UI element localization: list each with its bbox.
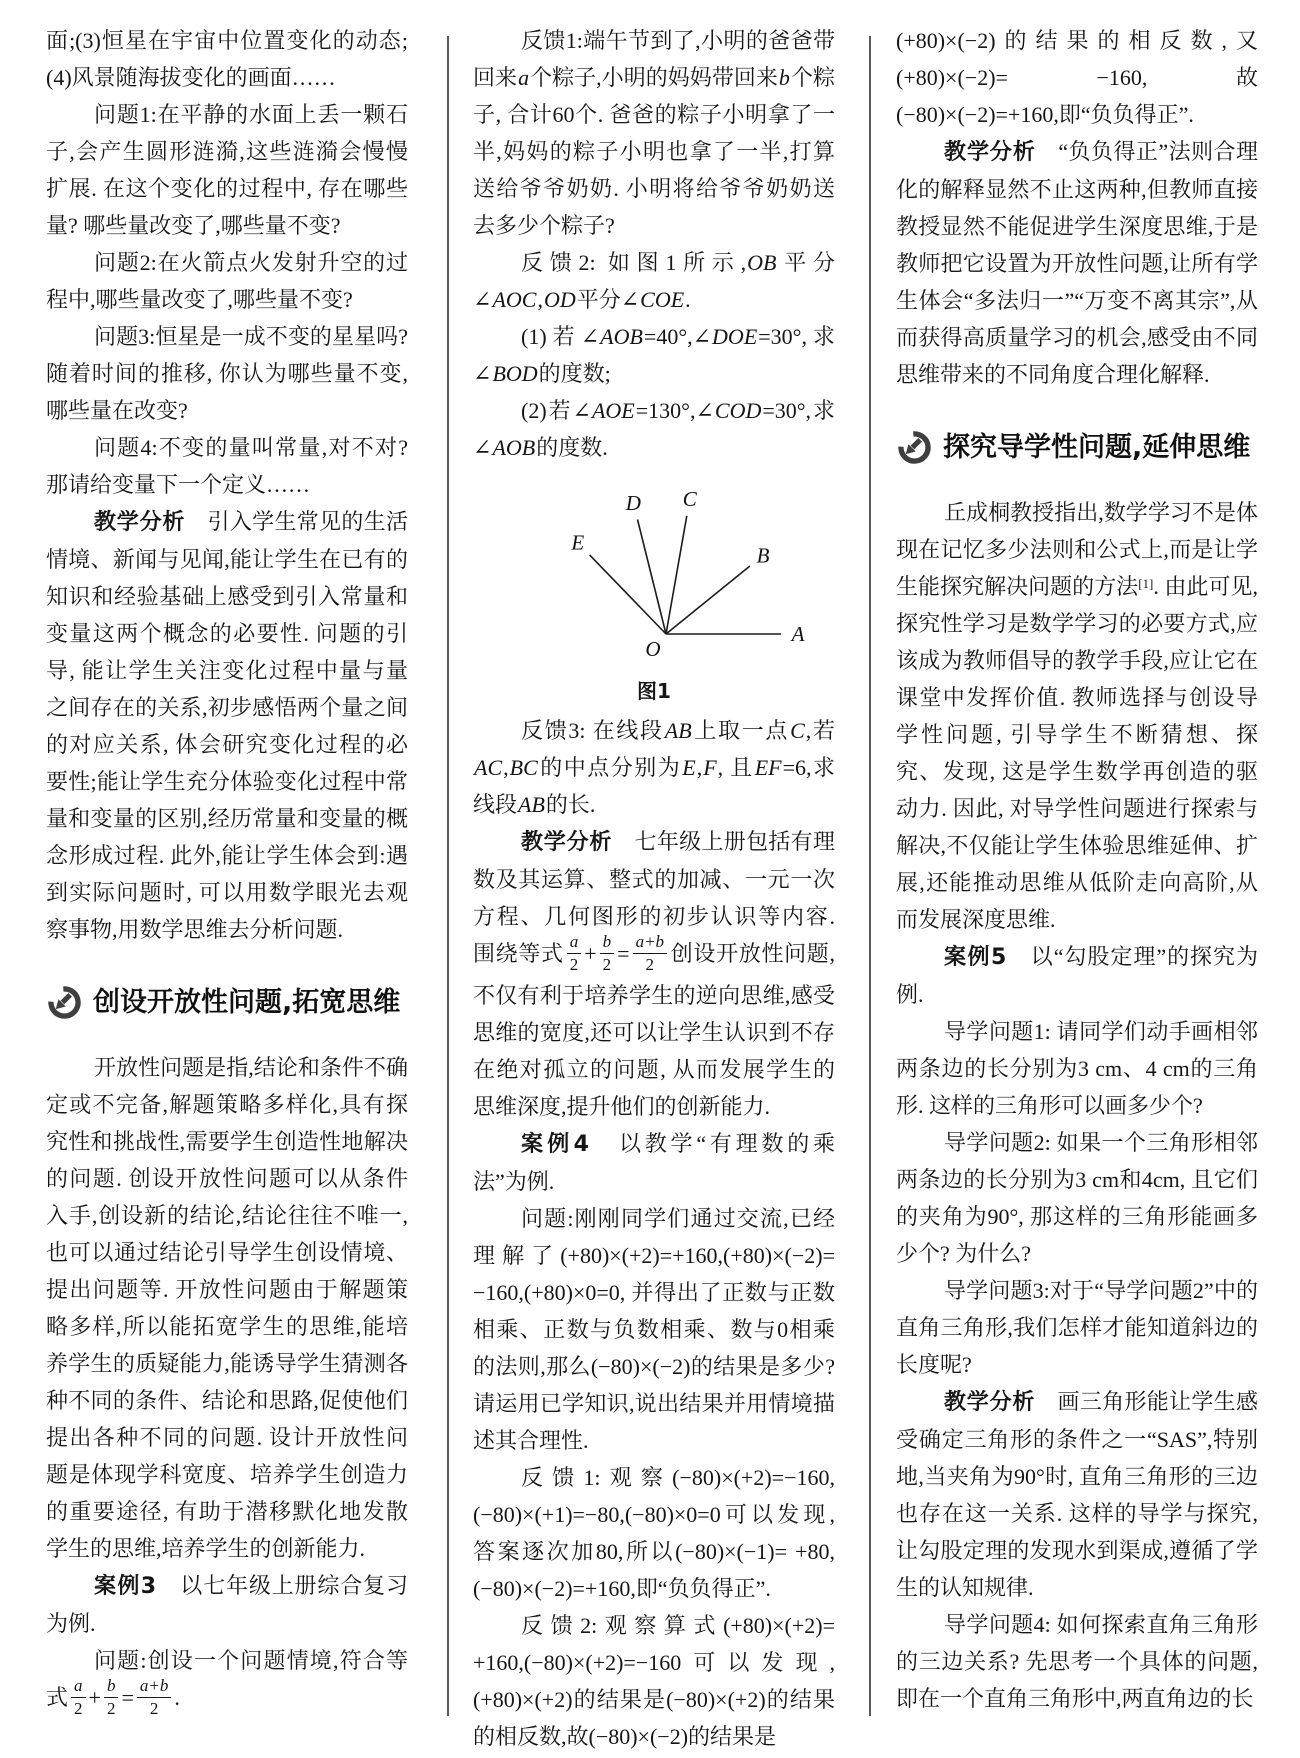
point-label-C: C [682,487,697,512]
math-variable: AOB [600,324,643,349]
bold-lead: 教学分析 [944,140,1036,165]
column-divider [869,36,871,1716]
paragraph [473,22,835,244]
text-run: 问题3:恒星是一成不变的星星吗? 随着时间的推移, 你认为哪些量不变, 哪些量在改变? [46,324,408,423]
text-run: 以“勾股定理”的探究为例. [896,944,1259,1007]
paragraph [46,318,408,429]
fraction [633,932,667,974]
paragraph [473,392,835,466]
section-header [46,984,408,1021]
text-run: (+80)×(−2)的结果的相反数,又(+80)×(−2)= −160, 故 (−80)×(−2)=+160,即“负负得正”. [896,28,1258,127]
ray-OE [590,555,666,634]
text-run: 创设开放性问题, 不仅有利于培养学生的逆向思维,感受思维的宽度,还可以让学生认识到不存在绝对孤立的问题, 从而发展学生的思维深度,提升他们的创新能力. [473,941,835,1120]
point-label-A: A [791,622,805,646]
bold-lead: 教学分析 [944,1390,1036,1415]
text-run: , [537,287,543,312]
text-run: 的度数; [538,361,611,386]
section-icon [896,429,933,466]
math-variable: DOE [712,324,758,349]
figure-caption: 图1 [637,679,671,703]
text-run: 平分∠ [576,287,640,312]
text-run: 丘成桐教授指出,数学学习不是体现在记忆多少法则和公式上,而是让学生能探究解决问题的方法 [896,500,1258,599]
math-variable: OD [543,287,576,312]
text-run: 开放性问题是指,结论和条件不确定或不完备,解题策略多样化,具有探究性和挑战性,需要学生创造性地解决的问题. 创设开放性问题可以从条件入手,创设新的结论,结论往往不唯一,也可以通过结论引导学生创设情境、提出问题等. 开放性问题由于解题策略多样,所以能拓宽学生的思维,能培养学生的质疑能力,能诱导学生猜测各种不同的条件、结论和思路,促使他们提出各种不同的问题. 设计开放性问题是体现学科宽度、培养学生创造力的重要途径, 有助于潜移默化地发散学生的思维,培养学生的创新能力. [46,1055,408,1561]
text-run: (1)若∠ [521,324,600,349]
text-run: 七年级上册包括有理数及其运算、整式的加减、一元一次方程、几何图形的初步认识等内容. 围绕等式 [473,829,835,967]
text-run: 问题4:不变的量叫常量,对不对? 那请给变量下一个定义…… [46,435,408,497]
paragraph [473,1200,835,1459]
section-title: 探究导学性问题,延伸思维 [943,432,1251,463]
fraction-numerator: a+b [137,1676,171,1698]
paragraph [896,22,1258,133]
paragraph [473,1607,835,1755]
text-run: 以教学“有理数的乘法”为例. [473,1131,836,1195]
paragraph [46,244,408,318]
math-variable: OB [747,250,777,275]
text-run: 面;(3)恒星在宇宙中位置变化的动态;(4)风景随海拔变化的画面…… [46,28,408,90]
text-run: 问题:刚刚同学们通过交流,已经理解了(+80)×(+2)=+160,(+80)×(−2)= −160,(+80)×0=0, 并得出了正数与正数相乘、正数与负数相乘、数与0相乘的法则,那么(−80)×(−2)的结果是多少? 请运用已学知识,说出结果并用情境描述其合理性. [473,1206,835,1454]
fraction-denominator: 2 [74,1698,83,1718]
text-run: 的长. [545,792,596,817]
math-variable: C [790,718,805,743]
text-run: + [584,941,597,967]
paragraph [896,494,1258,938]
text-run: =6,求线段 [473,755,835,817]
text-run: 上取一点 [692,718,790,743]
math-variable: F [703,755,717,780]
paragraph [46,22,408,96]
text-run: 导学问题4: 如何探索直角三角形的三边关系? 先思考一个具体的问题,即在一个直角三角形中,两直角边的长 [896,1612,1258,1711]
text-run: 个粽子,小明的妈妈带回来 [530,65,778,90]
fraction [567,932,582,974]
text-run: “负负得正”法则合理化的解释显然不止这两种,但教师直接教授显然不能促进学生深度思维,于是教师把它设置为开放性问题,让所有学生体会“多法归一”“万变不离其宗”,从而获得高质量学习的机会,感受由不同思维带来的不同角度合理化解释. [896,139,1258,387]
paragraph [46,503,408,948]
paragraph [896,1124,1258,1272]
bold-lead: 案例5 [944,945,1007,970]
section-title: 创设开放性问题,拓宽思维 [93,987,401,1018]
math-variable: BC [509,755,538,780]
text-run: 反馈1:端午节到了,小明的爸爸带回来 [473,28,835,90]
paragraph [896,1013,1258,1124]
fraction-numerator: a [71,1676,86,1698]
text-run: , [696,755,703,780]
column-2 [473,22,835,1755]
math-variable: COE [640,287,685,312]
math-variable: AOB [492,435,536,460]
text-run: 平分∠ [473,250,835,312]
text-run: 的度数. [536,435,608,460]
text-run: . [685,287,691,312]
paragraph [473,823,835,1125]
math-variable: a [518,65,530,90]
text-run: 导学问题3:对于“导学问题2”中的直角三角形,我们怎样才能知道斜边的长度呢? [896,1278,1258,1377]
fraction-numerator: a+b [633,932,667,954]
bold-lead: 案例4 [521,1132,590,1158]
text-run: 导学问题2: 如果一个三角形相邻两条边的长分别为3 cm和4cm, 且它们的夹角为90°, 那这样的三角形能画多少个? 为什么? [896,1130,1258,1266]
paragraph [46,1642,408,1721]
text-run: = [121,1685,134,1711]
ray-OD [638,520,667,635]
text-run: =40°,∠ [643,324,712,349]
text-run: (2)若∠ [521,398,591,423]
text-run: =130°,∠ [635,398,714,423]
text-run: 反馈3: 在线段 [521,718,664,743]
math-variable: AOC [492,287,537,312]
text-run: 问题1:在平静的水面上丢一颗石子,会产生圆形涟漪,这些涟漪会慢慢扩展. 在这个变化的过程中, 存在哪些量? 哪些量改变了,哪些量不变? [46,102,408,238]
paragraph [473,1125,835,1200]
text-run: 引入学生常见的生活情境、新闻与见闻,能让学生在已有的知识和经验基础上感受到引入常量和变量这两个概念的必要性. 问题的引导, 能让学生关注变化过程中量与量之间存在的关系,初步感悟两个量之间的对应关系, 体会研究变化过程的必要性;能让学生充分体验变化过程中常量和变量的区别,经历常量和变量的概念形成过程. 此外,能让学生体会到:遇到实际问题时, 可以用数学眼光去观察事物,用数学思维去分析问题. [46,509,408,942]
paragraph [896,133,1258,393]
paragraph [473,318,835,392]
point-label-E: E [571,530,585,555]
figure-1 [473,476,835,706]
fraction [104,1676,119,1718]
fraction-numerator: a [567,932,582,954]
math-variable: AB [518,792,545,817]
paragraph [896,1272,1258,1383]
paragraph [46,429,408,503]
text-run: ,若 [805,718,835,743]
bold-lead: 教学分析 [521,830,613,855]
paragraph [473,244,835,318]
text-run: =30°,求∠ [473,324,835,386]
text-run: . [174,1685,180,1711]
text-run: , 且 [717,755,754,780]
text-run: 问题:创设一个问题情境,符合等式 [46,1648,408,1711]
math-variable: b [778,65,790,90]
text-run: =30°,求∠ [473,398,835,460]
section-icon [46,984,83,1021]
text-run: 导学问题1: 请同学们动手画相邻两条边的长分别为3 cm、4 cm的三角形. 这样的三角形可以画多少个? [896,1019,1258,1118]
point-label-B: B [756,543,770,568]
text-run: = [617,941,630,967]
bold-lead: 案例3 [94,1574,157,1599]
text-run: 反馈1:观察(−80)×(+2)=−160, (−80)×(+1)=−80,(−80)×0=0可以发现,答案逐次加80,所以(−80)×(−1)= +80,(−80)×(−2)=+160,即“负负得正”. [473,1465,835,1602]
text-run: . 由此可见,探究性学习是数学学习的必要方式,应该成为教师倡导的教学手段,应让它在课堂中发挥价值. 教师选择与创设导学性问题, 引导学生不断猜想、探究、发现, 这是学生数学再创造的驱动力. 因此, 对导学性问题进行探索与解决,不仅能让学生体验思维延伸、扩展,还能推动思维从低阶走向高阶,从而发展深度思维. [896,574,1258,932]
angle-diagram [484,476,824,676]
circular-arrow-down-left-icon [46,984,83,1021]
section-header [896,429,1258,466]
fraction [71,1676,86,1718]
text-run: 的中点分别为 [538,755,682,780]
point-label-D: D [625,491,641,515]
math-variable: AC [474,755,503,780]
math-variable: EF [754,755,782,780]
math-variable: COD [714,398,762,423]
paragraph [473,1459,835,1607]
math-variable: AB [664,718,692,743]
paragraph [896,1606,1258,1717]
text-run: , [503,755,509,780]
fraction-denominator: 2 [602,954,612,974]
text-run: 问题2:在火箭点火发射升空的过程中,哪些量改变了,哪些量不变? [46,250,408,312]
fraction-denominator: 2 [149,1698,159,1718]
fraction [600,932,615,974]
text-run: 以七年级上册综合复习为例. [46,1573,408,1636]
ray-OC [666,516,687,634]
bold-lead: 教学分析 [94,510,186,535]
point-label-O: O [645,637,661,661]
column-divider [447,36,449,1716]
column-3 [896,22,1258,1717]
math-variable: AOE [591,398,635,423]
footnote-ref: [1] [1138,576,1154,591]
fraction-denominator: 2 [106,1698,116,1718]
paragraph [896,938,1258,1013]
text-run: 反馈2:观察算式(+80)×(+2)= +160,(−80)×(+2)=−160可以发现, (+80)×(+2)的结果是(−80)×(+2)的结果的相反数,故(−80)×(−2)的结果是 [473,1613,835,1750]
fraction-denominator: 2 [645,954,655,974]
column-1 [46,22,408,1721]
fraction-denominator: 2 [569,954,579,974]
circular-arrow-down-left-icon [896,429,933,466]
fraction [137,1676,171,1718]
text-run: + [88,1685,101,1711]
paragraph [46,96,408,244]
text-run: 个粽子, 合计60个. 爸爸的粽子小明拿了一半,妈妈的粽子小明也拿了一半,打算送给爷爷奶奶. 小明将给爷爷奶奶送去多少个粽子? [473,65,835,238]
ray-OB [666,566,750,634]
math-variable: E [682,755,696,780]
fraction-numerator: b [600,932,615,954]
text-run: 反馈2: 如图1所示, [521,250,747,275]
fraction-numerator: b [104,1676,119,1698]
math-variable: BOD [492,361,538,386]
paragraph [46,1049,408,1567]
paragraph [473,712,835,823]
paragraph [46,1567,408,1642]
text-run: 画三角形能让学生感受确定三角形的条件之一“SAS”,特别地,当夹角为90°时, 直角三角形的三边也存在这一关系. 这样的导学与探究, 让勾股定理的发现水到渠成,遵循了学生的认知规律. [896,1389,1258,1600]
paragraph [896,1383,1258,1606]
